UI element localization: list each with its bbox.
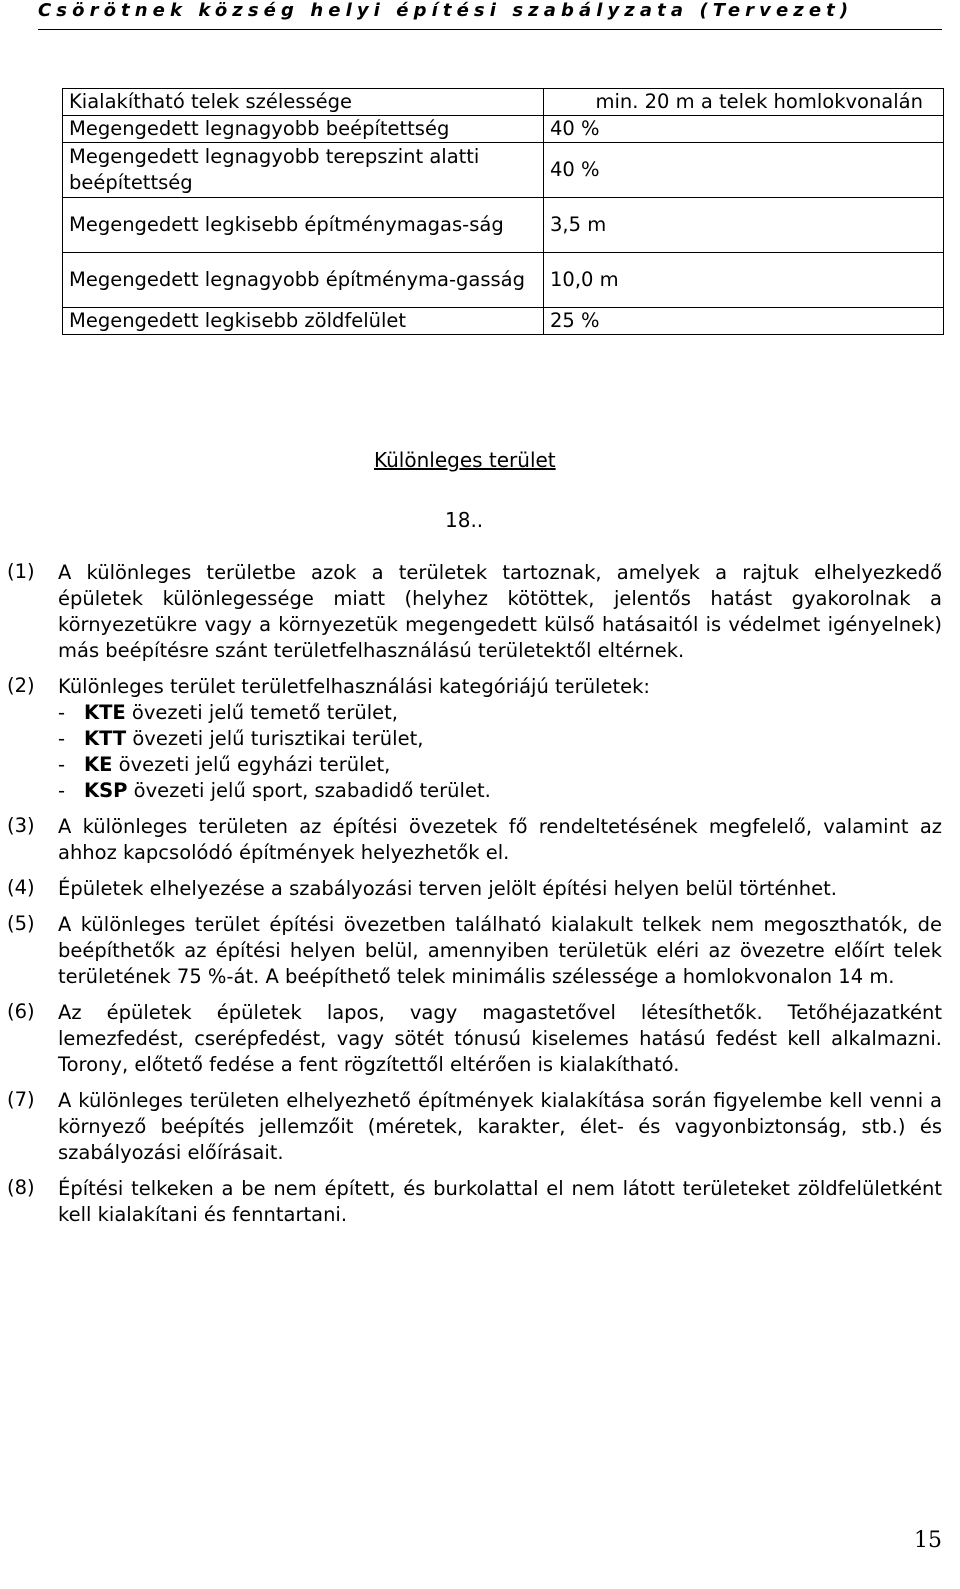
document-header: Csörötnek község helyi építési szabályzata (Tervezet) xyxy=(38,0,854,21)
list-item-text: övezeti jelű turisztikai terület, xyxy=(126,727,424,750)
list-item: - KTE övezeti jelű temető terület, xyxy=(58,701,398,724)
table-row xyxy=(63,253,944,308)
paragraph-index: (7) xyxy=(7,1088,35,1111)
paragraph-index: (8) xyxy=(7,1176,35,1199)
paragraph-text: A különleges területen az építési övezetek fő rendeltetésének megfelelő, valamint az ahhoz kapcsolódó építmények helyezhetők el. xyxy=(58,815,942,864)
list-item-text: övezeti jelű egyházi terület, xyxy=(112,753,391,776)
header-rule xyxy=(38,29,942,30)
paragraph-1 xyxy=(0,560,960,664)
param-value: min. 20 m a telek homlokvonalán xyxy=(544,89,944,116)
paragraph-2 xyxy=(0,674,960,804)
table-row xyxy=(63,143,944,198)
zone-code: KTE xyxy=(84,701,126,724)
paragraph-3 xyxy=(0,814,960,866)
list-item: - KTT övezeti jelű turisztikai terület, xyxy=(58,727,424,750)
paragraph-text: Építési telkeken a be nem épített, és burkolattal el nem látott területeket zöldfelületként kell kialakítani és fenntartani. xyxy=(58,1177,942,1226)
param-value: 40 % xyxy=(544,116,944,143)
paragraph-index: (2) xyxy=(7,674,35,697)
paragraph-text: Az épületek épületek lapos, vagy magastetővel létesíthetők. Tetőhéjazatként lemezfedést, cserépfedést, vagy sötét tónusú kiselemes hatású fedést kell alkalmazni. Torony, előtető fedése a fent rögzítettől eltérően is kialakítható. xyxy=(58,1001,942,1076)
paragraph-text: A különleges területbe azok a területek tartoznak, amelyek a rajtuk elhelyezkedő épületek különlegessége miatt (helyhez kötöttek, jelentős hatást gyakorolnak a környezetükre vagy a környezetük megengedett külső hatásaitól is védelmet igényelnek) más beépítésre szánt területfelhasználású területektől eltérnek. xyxy=(58,561,942,662)
table-row xyxy=(63,308,944,335)
table-row xyxy=(63,89,944,116)
zone-code: KTT xyxy=(84,727,127,750)
paragraph-index: (3) xyxy=(7,814,35,837)
param-label: Kialakítható telek szélessége xyxy=(63,89,544,116)
list-item: - KSP övezeti jelű sport, szabadidő terület. xyxy=(58,779,491,802)
paragraph-text: A különleges terület építési övezetben található kialakult telkek nem megoszthatók, de beépíthetők az építési helyen belül, amennyiben területük eléri az övezetre előírt telek területének 75 %-át. A beépíthető telek minimális szélessége a homlokvonalon 14 m. xyxy=(58,913,942,988)
paragraph-4 xyxy=(0,876,960,902)
paragraph-number: 18.. xyxy=(445,508,484,532)
paragraph-index: (4) xyxy=(7,876,35,899)
list-item-text: övezeti jelű sport, szabadidő terület. xyxy=(127,779,491,802)
paragraph-text: A különleges területen elhelyezhető építmények kialakítása során figyelembe kell venni a környező beépítés jellemzőit (méretek, karakter, élet- és vagyonbiztonság, stb.) és szabályozási előírásait. xyxy=(58,1089,942,1164)
list-item-text: övezeti jelű temető terület, xyxy=(125,701,398,724)
paragraph-8 xyxy=(0,1176,960,1228)
paragraph-index: (5) xyxy=(7,912,35,935)
param-value: 25 % xyxy=(544,308,944,335)
paragraph-text: Épületek elhelyezése a szabályozási terven jelölt építési helyen belül történhet. xyxy=(58,877,838,900)
zone-code: KSP xyxy=(84,779,128,802)
param-value: 3,5 m xyxy=(544,198,944,253)
param-label: Megengedett legkisebb zöldfelület xyxy=(63,308,544,335)
paragraph-7 xyxy=(0,1088,960,1166)
paragraph-5 xyxy=(0,912,960,990)
list-item: - KE övezeti jelű egyházi terület, xyxy=(58,753,391,776)
paragraph-text: Különleges terület területfelhasználási kategóriájú területek: xyxy=(58,675,650,698)
param-label: Megengedett legnagyobb építményma-gasság xyxy=(63,253,544,308)
paragraph-index: (6) xyxy=(7,1000,35,1023)
zone-code: KE xyxy=(84,753,113,776)
paragraph-index: (1) xyxy=(7,560,35,583)
section-title: Különleges terület xyxy=(374,448,556,472)
param-value: 40 % xyxy=(544,143,944,198)
table-row xyxy=(63,116,944,143)
paragraph-content xyxy=(58,674,942,804)
parameters-table xyxy=(62,88,944,335)
param-value: 10,0 m xyxy=(544,253,944,308)
page-number: 15 xyxy=(914,1528,942,1553)
param-label: Megengedett legnagyobb terepszint alatti beépítettség xyxy=(63,143,544,198)
table-row xyxy=(63,198,944,253)
param-label: Megengedett legnagyobb beépítettség xyxy=(63,116,544,143)
body-text xyxy=(0,560,960,1238)
paragraph-6 xyxy=(0,1000,960,1078)
param-label: Megengedett legkisebb építménymagas-ság xyxy=(63,198,544,253)
